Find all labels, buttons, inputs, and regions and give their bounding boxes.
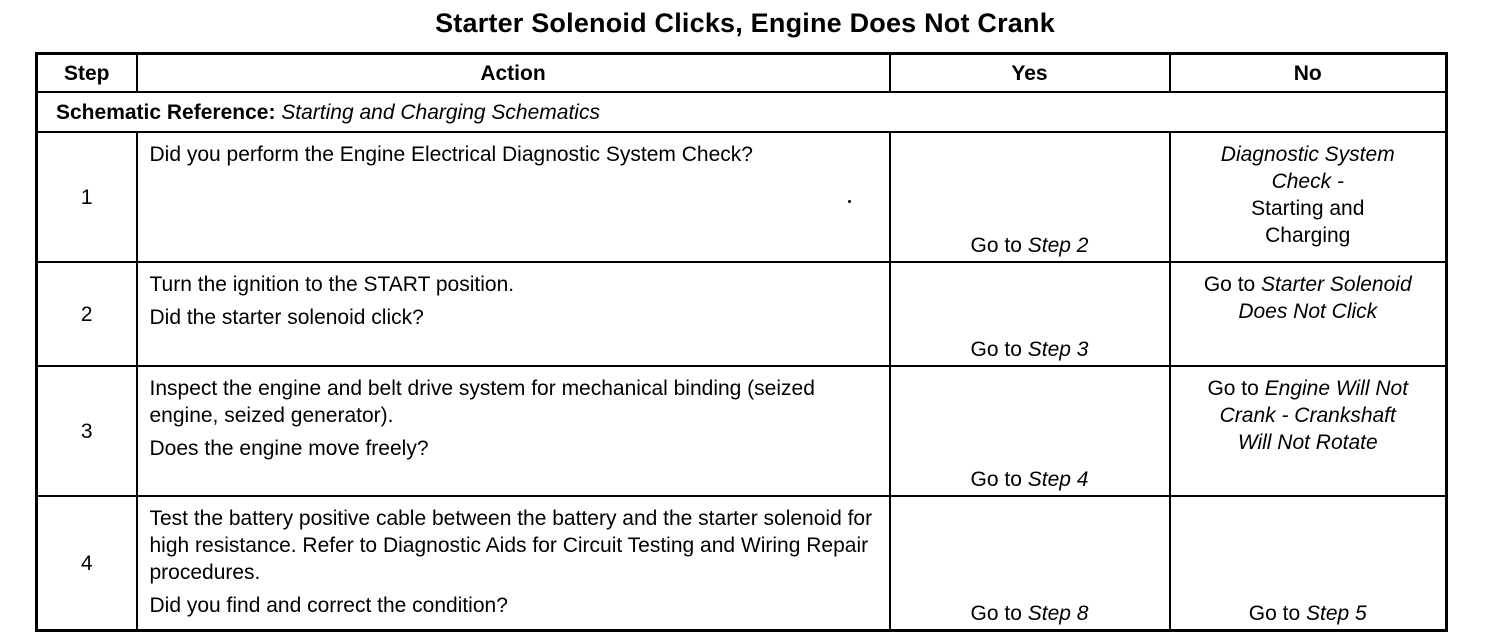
- no-target-subtext: Starting and: [1251, 197, 1365, 220]
- no-target-link[interactable]: Diagnostic System: [1220, 143, 1395, 166]
- scan-speck: [848, 200, 851, 203]
- no-target-link[interactable]: Engine Will Not: [1264, 377, 1409, 400]
- yes-cell: [890, 262, 1170, 366]
- action-text: Did you perform the Engine Electrical Diagnostic System Check?: [149, 143, 753, 166]
- step-number: 3: [37, 366, 137, 496]
- header-step: Step: [37, 54, 137, 93]
- no-cell: [1170, 366, 1447, 496]
- header-action: Action: [137, 54, 890, 93]
- yes-step-link[interactable]: Step 8: [1027, 602, 1089, 625]
- yes-prefix: Go to: [970, 468, 1028, 491]
- document-title: Starter Solenoid Clicks, Engine Does Not Crank: [435, 8, 1055, 38]
- yes-step-link[interactable]: Step 2: [1027, 234, 1089, 257]
- no-target-link[interactable]: Crank - Crankshaft: [1219, 404, 1396, 427]
- no-cell: [1170, 132, 1447, 262]
- table-row: [37, 366, 1447, 496]
- no-prefix: Go to: [1207, 377, 1265, 400]
- step-number: 1: [37, 132, 137, 262]
- action-question: Did you find and correct the condition?: [149, 594, 508, 617]
- yes-cell: [890, 366, 1170, 496]
- action-cell: [137, 262, 890, 366]
- no-cell: [1170, 262, 1447, 366]
- action-question: Does the engine move freely?: [149, 437, 429, 460]
- table-header-row: [37, 54, 1447, 93]
- diagnostic-table: [35, 52, 1448, 632]
- yes-prefix: Go to: [970, 602, 1028, 625]
- yes-prefix: Go to: [970, 338, 1028, 361]
- header-no: No: [1170, 54, 1447, 93]
- schematic-reference-link[interactable]: Starting and Charging Schematics: [281, 100, 600, 124]
- step-number: 2: [37, 262, 137, 366]
- action-cell: [137, 496, 890, 631]
- schematic-reference-row: [37, 92, 1447, 132]
- table-row: [37, 132, 1447, 262]
- action-text: Turn the ignition to the START position.: [149, 273, 515, 296]
- yes-step-link[interactable]: Step 4: [1027, 468, 1089, 491]
- no-target-link[interactable]: Does Not Click: [1238, 300, 1378, 323]
- schematic-reference-label: Schematic Reference:: [56, 100, 276, 124]
- no-target-link[interactable]: Check -: [1271, 170, 1344, 193]
- action-text: Test the battery positive cable between the battery and the starter solenoid for high resistance. Refer to Diagnostic Aids for Circuit Testing and Wiring Repair procedures.: [149, 507, 873, 584]
- action-cell: [137, 366, 890, 496]
- yes-prefix: Go to: [970, 234, 1028, 257]
- no-prefix: Go to: [1248, 602, 1306, 625]
- no-cell: [1170, 496, 1447, 631]
- schematic-reference-cell: [37, 92, 1447, 132]
- no-target-subtext: Charging: [1265, 224, 1351, 247]
- action-question: Did the starter solenoid click?: [149, 306, 424, 329]
- yes-cell: [890, 496, 1170, 631]
- header-yes: Yes: [890, 54, 1170, 93]
- action-cell: [137, 132, 890, 262]
- yes-step-link[interactable]: Step 3: [1027, 338, 1089, 361]
- no-target-link[interactable]: Starter Solenoid: [1261, 273, 1412, 296]
- step-number: 4: [37, 496, 137, 631]
- no-target-link[interactable]: Step 5: [1305, 602, 1367, 625]
- yes-cell: [890, 132, 1170, 262]
- table-row: [37, 262, 1447, 366]
- table-row: [37, 496, 1447, 631]
- action-text: Inspect the engine and belt drive system for mechanical binding (seized engine, seized generator).: [149, 377, 815, 427]
- no-target-link[interactable]: Will Not Rotate: [1237, 431, 1378, 454]
- no-prefix: Go to: [1203, 273, 1262, 296]
